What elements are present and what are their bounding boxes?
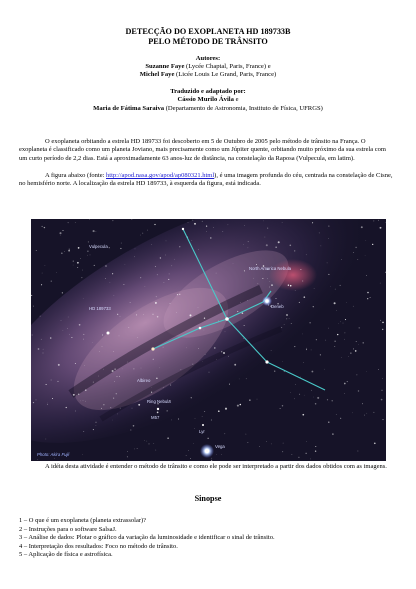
hd-189733-star [107, 332, 110, 335]
label-north-america-nebula: North America Nebula [249, 266, 292, 271]
cygnus-deep-sky-image [31, 219, 386, 461]
label-vulpecula: Vulpecula [89, 244, 108, 249]
translator-1-name: Cássio Murilo Ávila [177, 96, 234, 103]
author-2-name: Michel Faye [139, 71, 175, 78]
activity-paragraph: A idéia desta atividade é entender o método de trânsito e como ele pode ser interpretado a partir dos dados obtidos com as imagens. [45, 463, 387, 470]
list-item: 1 – O que é um exoplaneta (planeta extrassolar)? [19, 517, 147, 524]
intro-paragraph: O exoplaneta orbitando a estrela HD 189733 foi descoberto em 5 de Outubro de 2005 pelo método de trânsito na França. O exoplaneta é classificado como um planeta Joviano, mais precisamente como um Júpiter quente, orbitando muito próximo da sua estrela com um curto período de 2,2 dias. Está a aproximadamente 63 anos-luz de distância, na constelação da Raposa (Vulpecula, em latim). [19, 138, 386, 162]
list-item: 2 – Instruções para o software SalsaJ. [19, 525, 117, 533]
label-deneb: Deneb [271, 304, 284, 309]
label-albireo: Albireo [137, 378, 151, 383]
translator-2-affiliation: (Departamento de Astronomia, Instituto de Física, UFRGS) [164, 105, 323, 112]
authors-heading: Autores: [195, 55, 221, 62]
sinopse-list [19, 517, 399, 560]
translator-2 [0, 105, 416, 113]
label-hd-189733: HD 189733 [89, 306, 111, 311]
author-2 [0, 71, 416, 79]
photo-credit: Photo: Akira Fujii [37, 452, 70, 457]
label-ring-nebula: Ring Nebula [147, 399, 171, 404]
author-1-name: Suzanne Faye [145, 63, 185, 70]
translator-2-name: Maria de Fátima Saraiva [93, 105, 165, 112]
sky-photo [31, 219, 386, 461]
translator-1: Cássio Murilo Ávila e [177, 96, 239, 103]
author-1-affiliation: (Lycée Chaptal, Paris, France) e [184, 63, 271, 70]
apod-link[interactable]: http://apod.nasa.gov/apod/ap080321.html [106, 172, 215, 179]
list-item: 4 – Interpretação dos resultados: Foco no método de trânsito. [19, 542, 178, 550]
title-line-1: DETECÇÃO DO EXOPLANETA HD 189733B [125, 27, 291, 36]
label-vega: Vega [215, 444, 225, 449]
author-2-affiliation: (Licée Louis Le Grand, Paris, France) [174, 71, 277, 78]
title-line-2: PELO MÉTODO DE TRÂNSITO [148, 37, 268, 46]
figure-paragraph: A figura abaixo (fonte: http://apod.nasa.gov/apod/ap080321.html), é uma imagem profunda do céu, centrada na constelação de Cisne, no hemisfério norte. A localização da estrela HD 189733, à esquerda da figura, está indicada. [19, 172, 393, 188]
ring-nebula [157, 408, 159, 410]
label-lyr: Lyr [199, 429, 205, 434]
sinopse-heading: Sinopse [194, 494, 222, 503]
translation-heading: Traduzido e adaptado por: [170, 88, 246, 95]
list-item: 5 – Aplicação de física e astrofísica. [19, 551, 113, 559]
list-item: 3 – Análise de dados: Plotar o gráfico da variação da luminosidade e identificar o sinal de trânsito. [19, 534, 275, 542]
label-m57: M57 [151, 415, 160, 420]
